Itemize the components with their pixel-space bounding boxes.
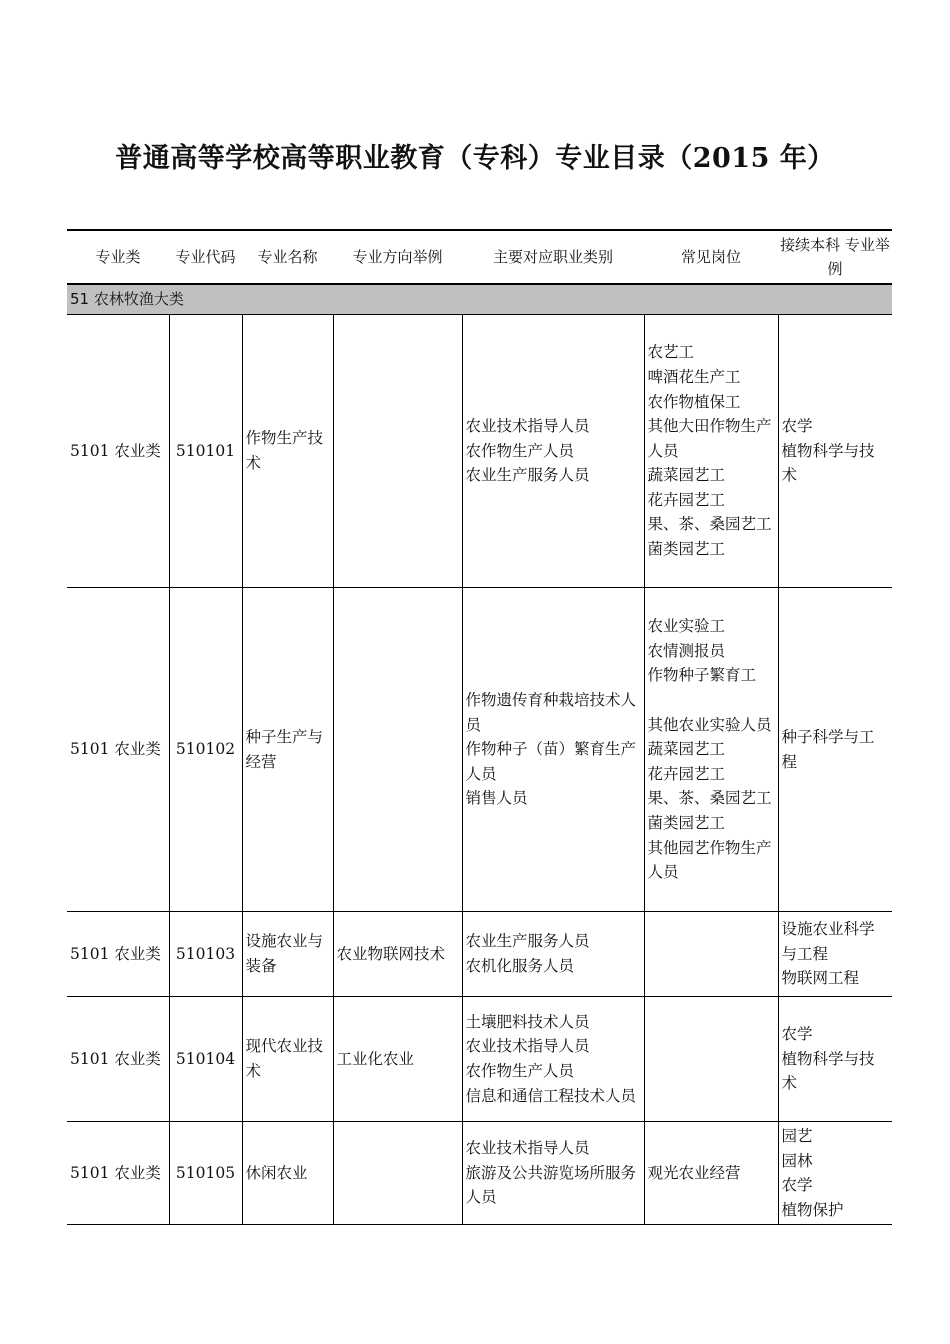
major-code-cell: 510104 bbox=[169, 997, 242, 1122]
direction-cell bbox=[333, 315, 462, 588]
undergrad-majors-cell: 园艺 园林 农学 植物保护 bbox=[778, 1122, 892, 1225]
category-label: 51 农林牧渔大类 bbox=[67, 284, 892, 315]
major-code-cell: 510103 bbox=[169, 912, 242, 997]
page-title: 普通高等学校高等职业教育（专科）专业目录（2015 年） bbox=[115, 143, 835, 174]
occupations-cell: 土壤肥料技术人员 农业技术指导人员 农作物生产人员 信息和通信工程技术人员 bbox=[462, 997, 644, 1122]
undergrad-majors-cell: 农学 植物科学与技术 bbox=[778, 315, 892, 588]
table-row bbox=[67, 588, 892, 912]
table-row bbox=[67, 315, 892, 588]
header-undergrad-majors: 接续本科 专业举例 bbox=[778, 230, 892, 284]
occupations-cell: 农业技术指导人员 旅游及公共游览场所服务人员 bbox=[462, 1122, 644, 1225]
positions-cell: 农艺工 啤酒花生产工 农作物植保工 其他大田作物生产人员 蔬菜园艺工 花卉园艺工 果、茶、桑园艺工 菌类园艺工 bbox=[644, 315, 778, 588]
direction-cell bbox=[333, 588, 462, 912]
positions-cell bbox=[644, 997, 778, 1122]
direction-cell: 工业化农业 bbox=[333, 997, 462, 1122]
major-class-cell: 5101 农业类 bbox=[67, 997, 169, 1122]
positions-cell: 观光农业经营 bbox=[644, 1122, 778, 1225]
table-row bbox=[67, 912, 892, 997]
undergrad-majors-cell: 农学 植物科学与技术 bbox=[778, 997, 892, 1122]
occupations-cell: 农业生产服务人员 农机化服务人员 bbox=[462, 912, 644, 997]
major-class-cell: 5101 农业类 bbox=[67, 315, 169, 588]
major-code-cell: 510105 bbox=[169, 1122, 242, 1225]
direction-cell: 农业物联网技术 bbox=[333, 912, 462, 997]
major-class-cell: 5101 农业类 bbox=[67, 1122, 169, 1225]
undergrad-majors-cell: 种子科学与工程 bbox=[778, 588, 892, 912]
table-row bbox=[67, 997, 892, 1122]
header-major-class: 专业类 bbox=[67, 230, 169, 284]
major-name-cell: 作物生产技术 bbox=[242, 315, 333, 588]
header-major-code: 专业代码 bbox=[169, 230, 242, 284]
positions-cell: 农业实验工 农情测报员 作物种子繁育工 其他农业实验人员蔬菜园艺工 花卉园艺工 果、茶、桑园艺工 菌类园艺工 其他园艺作物生产人员 bbox=[644, 588, 778, 912]
occupations-cell: 作物遗传育种栽培技术人员 作物种子（苗）繁育生产人员 销售人员 bbox=[462, 588, 644, 912]
major-class-cell: 5101 农业类 bbox=[67, 588, 169, 912]
major-name-cell: 设施农业与装备 bbox=[242, 912, 333, 997]
major-name-cell: 休闲农业 bbox=[242, 1122, 333, 1225]
header-major-name: 专业名称 bbox=[242, 230, 333, 284]
major-class-cell: 5101 农业类 bbox=[67, 912, 169, 997]
header-occupations: 主要对应职业类别 bbox=[462, 230, 644, 284]
header-positions: 常见岗位 bbox=[644, 230, 778, 284]
category-row bbox=[67, 284, 892, 315]
direction-cell bbox=[333, 1122, 462, 1225]
header-row bbox=[67, 230, 892, 284]
undergrad-majors-cell: 设施农业科学与工程 物联网工程 bbox=[778, 912, 892, 997]
occupations-cell: 农业技术指导人员 农作物生产人员 农业生产服务人员 bbox=[462, 315, 644, 588]
major-catalog-table bbox=[67, 229, 892, 1225]
major-name-cell: 现代农业技术 bbox=[242, 997, 333, 1122]
major-name-cell: 种子生产与经营 bbox=[242, 588, 333, 912]
header-direction: 专业方向举例 bbox=[333, 230, 462, 284]
table-row bbox=[67, 1122, 892, 1225]
positions-cell bbox=[644, 912, 778, 997]
major-code-cell: 510101 bbox=[169, 315, 242, 588]
major-code-cell: 510102 bbox=[169, 588, 242, 912]
